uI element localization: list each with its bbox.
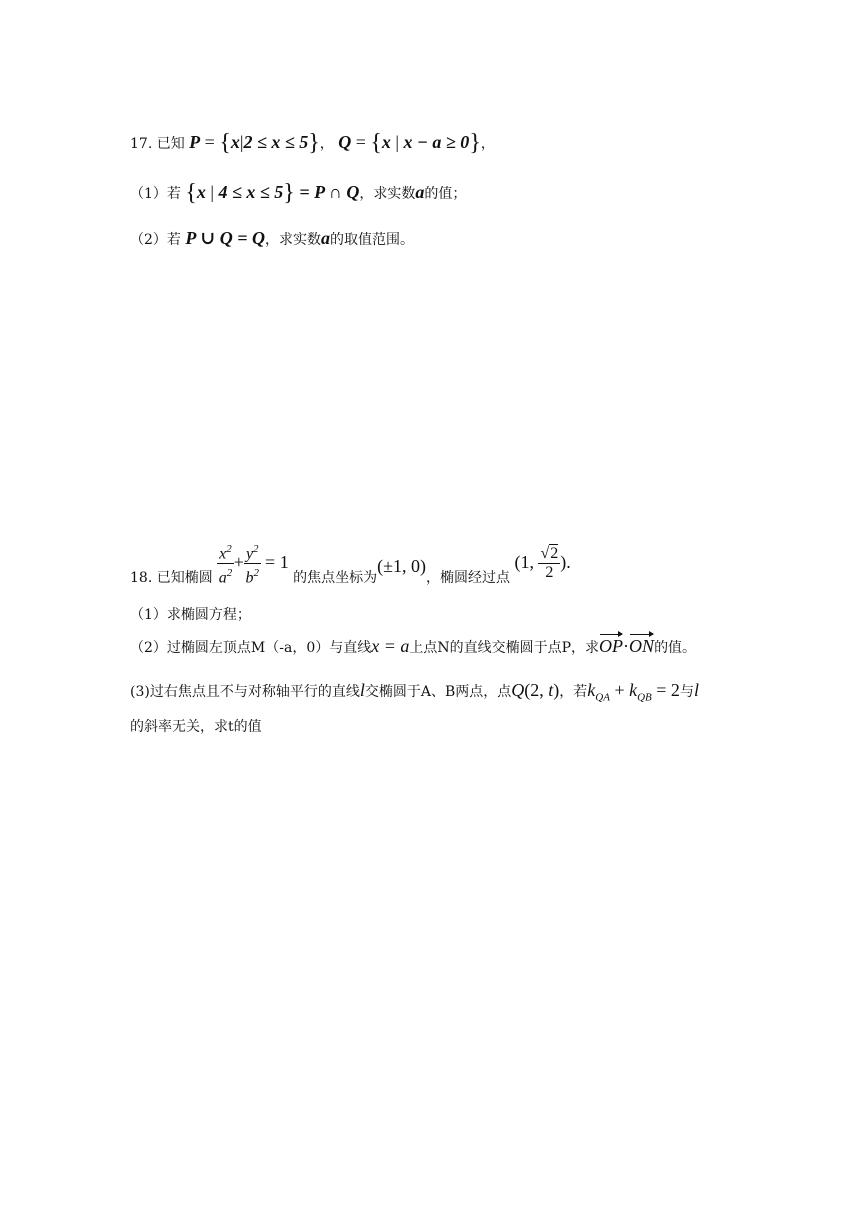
ellipse-x-term: $\frac{x^2}{a^2}$ — [217, 540, 234, 588]
foci-value: (±1, 0) — [377, 555, 427, 576]
q18-statement: 18. 已知椭圆 $\frac{x^2}{a^2}$ + $\frac{y^2}{b^2}$ = 1 的焦点坐标为(±1, 0)，椭圆经过点 (1, $\frac{√2}{2}$ ). — [130, 540, 571, 588]
q17-part1: （1）若 {x | 4 ≤ x ≤ 5} = P ∩ Q，求实数a的值； — [130, 180, 467, 206]
vector-on: ON — [629, 636, 655, 656]
q18-part1: （1）求椭圆方程； — [130, 607, 251, 623]
q17-part2: （2）若 P ∪ Q = Q，求实数a的取值范围。 — [130, 228, 415, 248]
vector-op: OP — [599, 636, 624, 656]
ellipse-point: (1, — [514, 551, 539, 572]
q18-number: 18. 已知椭圆 — [130, 569, 213, 586]
q18-part3: (3)过右焦点且不与对称轴平行的直线l交椭圆于A、B两点，点Q(2, t)，若$k_{QA} + k_{QB} = 2$与l — [130, 680, 699, 704]
q17-number: 17. 已知 — [130, 136, 185, 152]
q18-part2: （2）过椭圆左顶点M（-a，0）与直线x = a上点N的直线交椭圆于点P，求OP·ON的值。 — [130, 636, 697, 656]
ellipse-y-term: $\frac{y^2}{b^2}$ — [244, 540, 261, 588]
set-q-formula: Q — [338, 132, 352, 152]
set-p-formula: P — [189, 132, 201, 152]
q17-statement: 17. 已知 P = {x|2 ≤ x ≤ 5}， Q = {x | x − a ≥ 0}， — [130, 130, 495, 156]
q18-part3-cont: 的斜率无关，求t的值 — [130, 719, 262, 735]
